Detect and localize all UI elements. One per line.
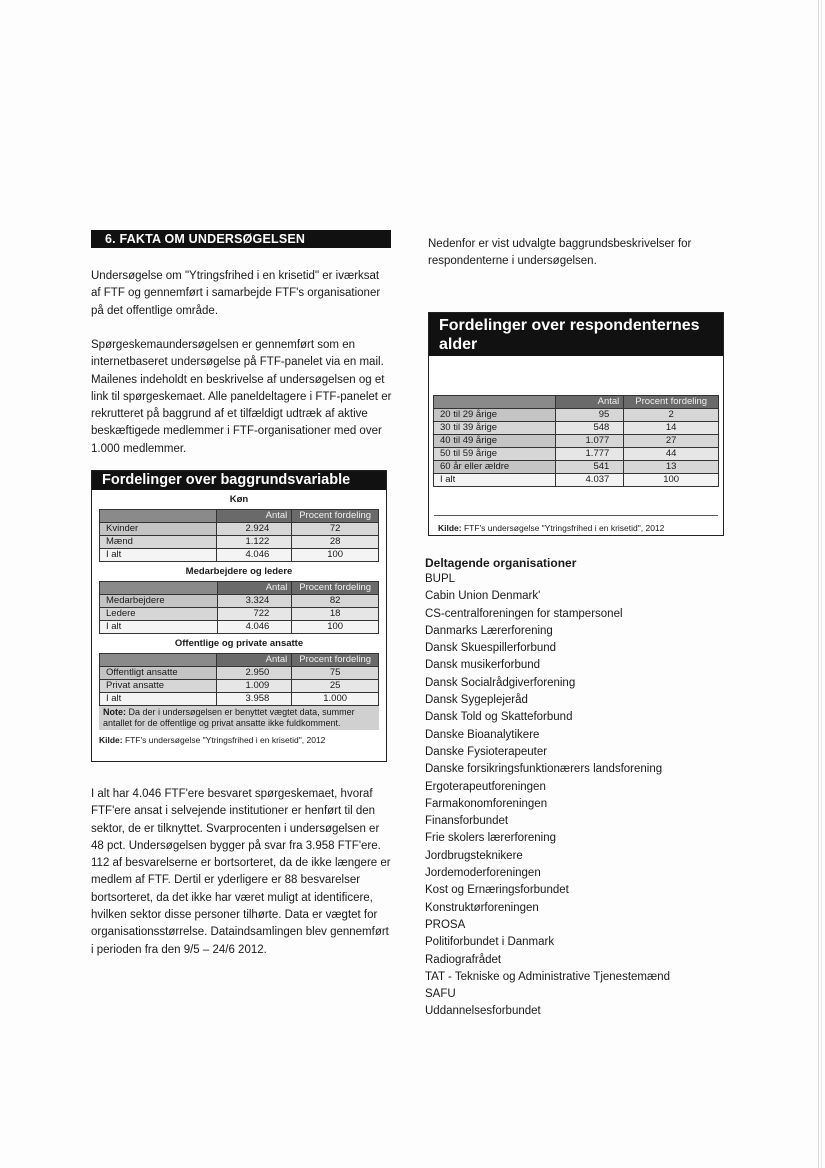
source-label: Kilde: — [99, 735, 123, 745]
row-label: I alt — [100, 549, 217, 562]
list-item: Cabin Union Denmark' — [425, 590, 541, 603]
list-item: Jordemoderforeningen — [425, 867, 541, 880]
row-count: 541 — [556, 461, 624, 474]
row-pct: 100 — [624, 474, 719, 487]
organisations-heading: Deltagende organisationer — [425, 556, 577, 570]
table-row — [100, 608, 379, 621]
row-pct: 18 — [292, 608, 379, 621]
row-pct: 100 — [292, 549, 379, 562]
row-count: 1.777 — [556, 448, 624, 461]
table-row — [100, 680, 379, 693]
column-header-pct: Procent fordeling — [292, 582, 379, 595]
table-source — [438, 516, 716, 533]
row-pct: 100 — [292, 621, 379, 634]
row-pct: 2 — [624, 409, 719, 422]
row-count: 4.037 — [556, 474, 624, 487]
box-title: Fordelinger over respondenternes alder — [429, 313, 723, 356]
table-row — [434, 461, 719, 474]
header-blank — [100, 654, 217, 667]
table-row — [434, 422, 719, 435]
list-item: Finansforbundet — [425, 815, 509, 828]
row-label: 20 til 29 årige — [434, 409, 556, 422]
table-row-total — [100, 693, 379, 706]
row-label: I alt — [100, 621, 218, 634]
row-count: 4.046 — [217, 549, 292, 562]
row-label: I alt — [100, 693, 217, 706]
table-row — [434, 409, 719, 422]
list-item: TAT - Tekniske og Administrative Tjenestemænd — [425, 970, 671, 983]
list-item: Ergoterapeutforeningen — [425, 780, 546, 793]
table-row — [434, 448, 719, 461]
row-pct: 27 — [624, 435, 719, 448]
section-heading: 6. FAKTA OM UNDERSØGELSEN — [91, 230, 391, 248]
note-label: Note: — [103, 707, 126, 717]
box-title: Fordelinger over baggrundsvariable — [92, 471, 386, 490]
list-item: Frie skolers lærerforening — [425, 832, 557, 845]
table-row — [100, 536, 379, 549]
method-paragraph: Spørgeskemaundersøgelsen er gennemført som en internetbaseret undersøgelse på FTF-panelet via en mail. Mailenes indeholdt en beskrivelse af undersøgelsen og et link til spørgeskemaet. Alle paneldeltagere i FTF-panelet er rekrutteret på baggrund af et tilfældigt udtræk af aktive beskæftigede medlemmer i FTF-organisationer med over 1.000 medlemmer. — [91, 339, 392, 455]
table-subtitle: Medarbejdere og ledere — [185, 566, 293, 577]
row-pct: 75 — [292, 667, 379, 680]
scan-edge-line — [818, 0, 819, 1168]
row-pct: 1.000 — [292, 693, 379, 706]
row-pct: 14 — [624, 422, 719, 435]
list-item: Danske Bioanalytikere — [425, 728, 540, 741]
list-item: Dansk Sygeplejeråd — [425, 694, 528, 707]
column-header-count: Antal — [217, 654, 292, 667]
row-count: 722 — [217, 608, 292, 621]
scan-edge-line — [821, 0, 822, 1168]
table-subtitle: Køn — [229, 494, 249, 505]
background-variables-box — [91, 470, 387, 762]
table-row-total — [100, 621, 379, 634]
table-note — [99, 706, 379, 730]
table-subtitle: Offentlige og private ansatte — [174, 638, 304, 649]
row-label: Offentligt ansatte — [100, 667, 217, 680]
row-count: 2.950 — [217, 667, 292, 680]
list-item: Farmakonomforeningen — [425, 797, 548, 810]
list-item: Danske Fysioterapeuter — [425, 745, 548, 758]
source-text: FTF's undersøgelse "Ytringsfrihed i en krisetid", 2012 — [461, 523, 665, 533]
table-row-total — [100, 549, 379, 562]
row-count: 1.122 — [217, 536, 292, 549]
list-item: Dansk musikerforbund — [425, 659, 541, 672]
source-text: FTF's undersøgelse "Ytringsfrihed i en krisetid", 2012 — [122, 735, 326, 745]
row-count: 4.046 — [217, 621, 292, 634]
column-header-count: Antal — [217, 582, 292, 595]
row-pct: 44 — [624, 448, 719, 461]
column-header-pct: Procent fordeling — [624, 396, 719, 409]
column-header-count: Antal — [217, 510, 292, 523]
row-pct: 82 — [292, 595, 379, 608]
row-label: 60 år eller ældre — [434, 461, 556, 474]
list-item: Politiforbundet i Danmark — [425, 936, 555, 949]
public-private-table — [99, 653, 379, 706]
source-label: Kilde: — [438, 523, 462, 533]
list-item: PROSA — [425, 918, 466, 931]
list-item: Dansk Socialrådgiverforening — [425, 676, 576, 689]
table-source — [99, 730, 379, 745]
list-item: Jordbrugsteknikere — [425, 849, 523, 862]
list-item: BUPL — [425, 573, 456, 585]
header-blank — [100, 582, 218, 595]
row-label: I alt — [434, 474, 556, 487]
table-row — [100, 595, 379, 608]
column-header-pct: Procent fordeling — [292, 510, 379, 523]
row-pct: 25 — [292, 680, 379, 693]
list-item: CS-centralforeningen for stampersonel — [425, 607, 623, 620]
organisations-list — [425, 571, 670, 1021]
list-item: Dansk Told og Skatteforbund — [425, 711, 573, 724]
row-label: 40 til 49 årige — [434, 435, 556, 448]
row-count: 1.009 — [217, 680, 292, 693]
list-item: Uddannelsesforbundet — [425, 1005, 541, 1018]
row-label: 50 til 59 årige — [434, 448, 556, 461]
age-distribution-box — [428, 312, 724, 536]
row-count: 548 — [556, 422, 624, 435]
row-label: Mænd — [100, 536, 217, 549]
header-blank — [100, 510, 217, 523]
age-table — [433, 395, 719, 487]
gender-table — [99, 509, 379, 562]
column-header-pct: Procent fordeling — [292, 654, 379, 667]
row-label: 30 til 39 årige — [434, 422, 556, 435]
row-pct: 28 — [292, 536, 379, 549]
list-item: Kost og Ernæringsforbundet — [425, 884, 569, 897]
list-item: Radiografrådet — [425, 953, 502, 966]
row-label: Privat ansatte — [100, 680, 217, 693]
row-count: 1.077 — [556, 435, 624, 448]
table-row — [434, 435, 719, 448]
note-text: Da der i undersøgelsen er benyttet vægtet data, summer antallet for de offentlige og privat ansatte ikke fuldkomment. — [103, 707, 355, 728]
list-item: Dansk Skuespillerforbund — [425, 642, 557, 655]
row-count: 95 — [556, 409, 624, 422]
intro-paragraph: Undersøgelse om "Ytringsfrihed i en krisetid" er iværksat af FTF og gennemført i samarbejde FTF's organisationer på det offentlige område. — [91, 270, 381, 317]
row-pct: 13 — [624, 461, 719, 474]
table-row-total — [434, 474, 719, 487]
row-pct: 72 — [292, 523, 379, 536]
list-item: Danmarks Lærerforening — [425, 624, 553, 637]
right-intro-paragraph: Nedenfor er vist udvalgte baggrundsbeskrivelser for respondenterne i undersøgelsen. — [428, 238, 692, 268]
list-item: SAFU — [425, 988, 456, 1001]
row-count: 3.324 — [217, 595, 292, 608]
row-label: Kvinder — [100, 523, 217, 536]
table-row — [100, 523, 379, 536]
header-blank — [434, 396, 556, 409]
table-row — [100, 667, 379, 680]
results-paragraph: I alt har 4.046 FTF'ere besvaret spørgeskemaet, hvoraf FTF'ere ansat i selvejende institutioner er henført til den sektor, de er tilknyttet. Svarprocenten i undersøgelsen er 48 pct. Undersøgelsen bygger på svar fra 3.958 FTF'ere. 112 af besvarelserne er bortsorteret, da de ikke længere er medlem af FTF. Dertil er yderligere er 88 besvarelser bortsorteret, da det ikke har været muligt at identificere, hvilken sektor disse personer tilhørte. Data er vægtet for organisationsstørrelse. Dataindsamlingen blev gennemført i perioden fra den 9/5 – 24/6 2012. — [91, 788, 391, 956]
row-label: Ledere — [100, 608, 218, 621]
list-item: Danske forsikringsfunktionærers landsforening — [425, 763, 663, 776]
employees-managers-table — [99, 581, 379, 634]
row-count: 2.924 — [217, 523, 292, 536]
row-label: Medarbejdere — [100, 595, 218, 608]
row-count: 3.958 — [217, 693, 292, 706]
list-item: Konstruktørforeningen — [425, 901, 539, 914]
column-header-count: Antal — [556, 396, 624, 409]
